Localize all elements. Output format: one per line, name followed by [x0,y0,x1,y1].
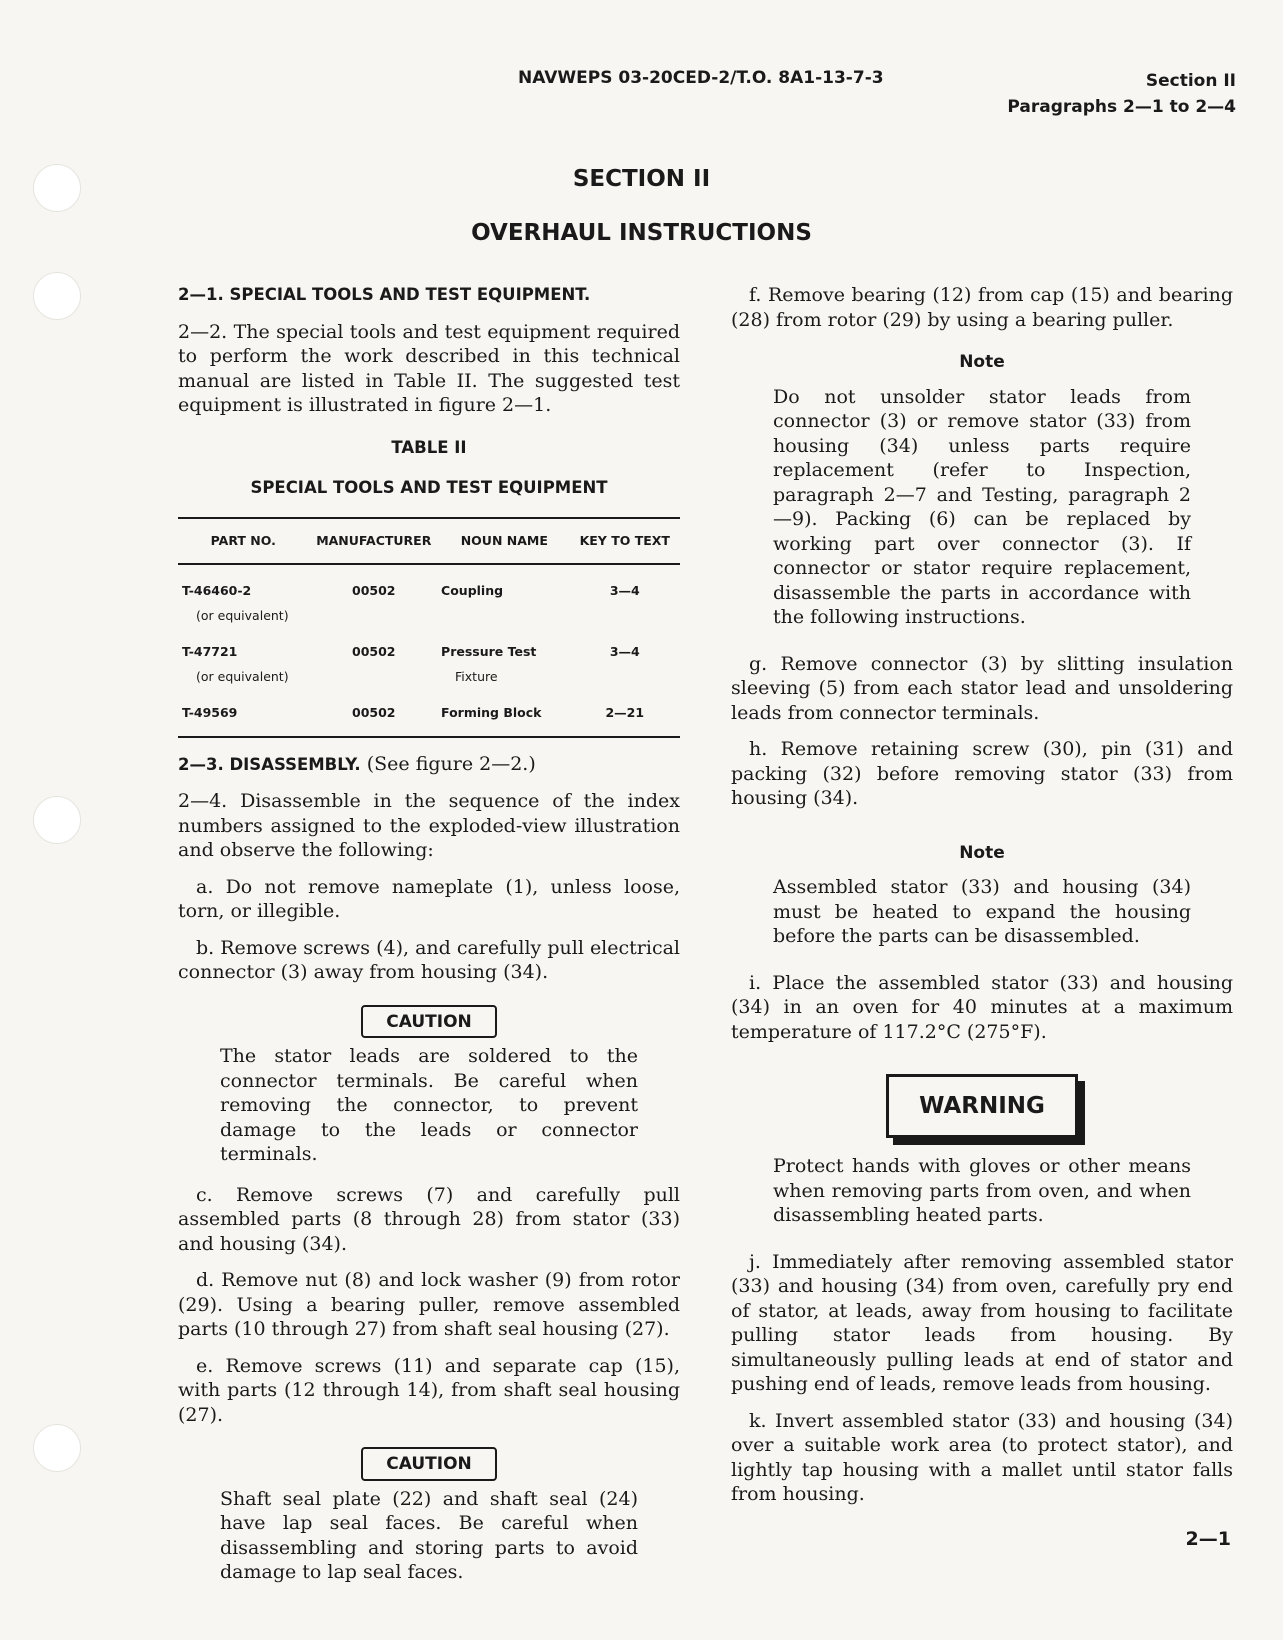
cell-manufacturer: 00502 [352,583,396,598]
section-label: Section II [1145,71,1236,91]
table-row [178,695,680,737]
caution-text: The stator leads are soldered to the connector terminals. Be careful when removing the connector, to prevent damage to the leads or connector terminals. [220,1045,638,1165]
paragraph-range: Paragraphs 2—1 to 2—4 [1007,97,1236,117]
col-header-part: PART NO. [178,518,309,565]
step-i: i. Place the assembled stator (33) and housing (34) in an oven for 40 minutes at a maximum temperature of 117.2°C (275°F). [731,971,1233,1043]
heading-2-1: 2—1. SPECIAL TOOLS AND TEST EQUIPMENT. [178,285,591,304]
note-text: Assembled stator (33) and housing (34) must be heated to expand the housing before the parts can be disassembled. [773,876,1191,947]
cell-key: 3—4 [609,583,640,598]
paragraph-2-4: 2—4. Disassemble in the sequence of the index numbers assigned to the exploded-view illustration and observe the following: [178,790,680,861]
header-right [1007,68,1236,120]
heading-2-3-title: 2—3. DISASSEMBLY. [178,754,361,774]
noun-name: Forming Block [441,705,542,720]
table-row [178,564,680,634]
table-row [178,634,680,695]
warning-wrap [731,1074,1233,1138]
step-d: d. Remove nut (8) and lock washer (9) from rotor (29). Using a bearing puller, remove assembled parts (10 through 27) from shaft seal housing (27). [178,1269,680,1340]
cell-noun [439,634,570,695]
cell-part [178,634,309,695]
section-subtitle: OVERHAUL INSTRUCTIONS [471,220,812,246]
table-title: TABLE II [391,437,467,457]
step-h: h. Remove retaining screw (30), pin (31) and packing (32) before removing stator (33) from housing (34). [731,738,1233,809]
warning-text: Protect hands with gloves or other means when removing parts from oven, and when disassembling heated parts. [773,1155,1191,1226]
table-header-row [178,518,680,565]
noun-name: Pressure Test [441,644,537,659]
right-column [731,283,1233,1519]
part-note: (or equivalent) [196,668,289,684]
step-a: a. Do not remove nameplate (1), unless loose, torn, or illegible. [178,875,680,922]
punch-hole [33,272,81,320]
cell-key: 2—21 [570,695,680,737]
caution-label: CAUTION [361,1005,497,1039]
caution-text: Shaft seal plate (22) and shaft seal (24) have lap seal faces. Be careful when disassembling and storing parts to avoid damage to lap seal faces. [220,1487,638,1583]
cell-key: 3—4 [609,644,640,659]
part-number: T-46460-2 [182,583,252,598]
cell-manufacturer: 00502 [352,644,396,659]
warning-label: WARNING [886,1074,1078,1138]
cell-part [178,564,309,634]
step-g: g. Remove connector (3) by slitting insulation sleeving (5) from each stator lead and unsoldering leads from connector terminals. [731,652,1233,724]
col-header-manufacturer: MANUFACTURER [309,518,440,565]
part-note: (or equivalent) [196,607,289,623]
paragraph-2-2: 2—2. The special tools and test equipment required to perform the work described in this technical manual are listed in Table II. The suggested test equipment is illustrated in figure 2—1. [178,320,680,416]
document-number: NAVWEPS 03-20CED-2/T.O. 8A1-13-7-3 [518,68,884,88]
step-b: b. Remove screws (4), and carefully pull electrical connector (3) away from housing (34). [178,936,680,983]
section-title: SECTION II [572,166,711,192]
part-number: T-49569 [182,705,238,720]
cell-part [178,695,309,737]
part-number: T-47721 [182,644,238,659]
cell-noun [439,564,570,634]
noun-name-cont: Fixture [455,668,498,684]
step-e: e. Remove screws (11) and separate cap (15), with parts (12 through 14), from shaft seal housing (27). [178,1354,680,1426]
caution-label: CAUTION [361,1447,497,1481]
col-header-noun: NOUN NAME [439,518,570,565]
note-label: Note [959,352,1005,372]
cell-manufacturer: 00502 [309,695,440,737]
step-k: k. Invert assembled stator (33) and housing (34) over a suitable work area (to protect stator), and lightly tap housing with a mallet until stator falls from housing. [731,1409,1233,1505]
noun-name: Coupling [441,583,504,598]
step-c: c. Remove screws (7) and carefully pull assembled parts (8 through 28) from stator (33) and housing (34). [178,1183,680,1255]
step-j: j. Immediately after removing assembled stator (33) and housing (34) from oven, carefully pry end of stator, at leads, away from housing to facilitate pulling stator leads from housing. By simultaneously pulling leads at end of stator and pushing end of leads, remove leads from housing. [731,1250,1233,1395]
cell-noun [439,695,570,737]
table-subtitle: SPECIAL TOOLS AND TEST EQUIPMENT [250,478,608,497]
punch-hole [33,796,81,844]
step-f: f. Remove bearing (12) from cap (15) and bearing (28) from rotor (29) by using a bearing puller. [731,284,1233,331]
note-text: Do not unsolder stator leads from connector (3) or remove stator (33) from housing (34) unless parts require replacement (refer to Inspection, paragraph 2—7 and Testing, paragraph 2—9). Packing (6) can be replaced by working part over connector (3). If connector or stator require replacement, disassemble the parts in accordance with the following instructions. [773,385,1191,628]
page-number: 2—1 [1185,1528,1231,1550]
heading-2-3-ref: (See figure 2—2.) [366,752,536,775]
col-header-key: KEY TO TEXT [570,518,680,565]
tools-table [178,517,680,738]
punch-hole [33,1424,81,1472]
note-label: Note [959,842,1005,863]
left-column [178,283,680,1601]
heading-2-3 [178,752,680,778]
